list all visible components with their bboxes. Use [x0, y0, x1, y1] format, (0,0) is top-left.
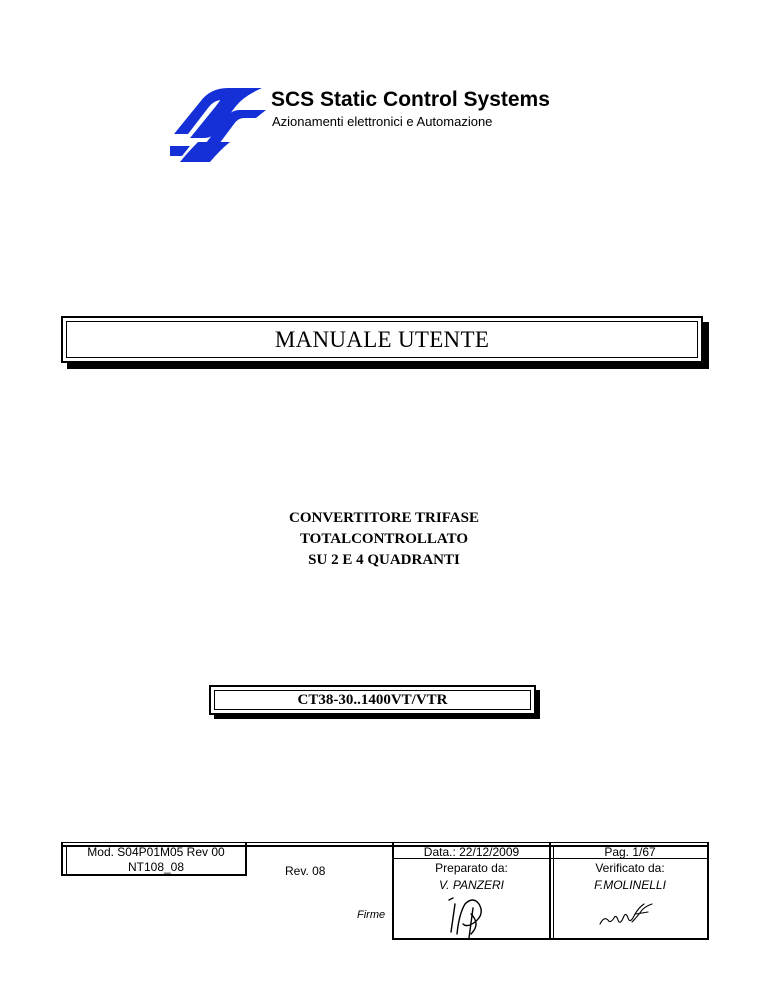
footer-data-right [549, 842, 551, 940]
description-line-3: SU 2 E 4 QUADRANTI [308, 552, 460, 568]
signature-preparer [445, 894, 495, 940]
prepared-by: V. PANZERI [439, 878, 504, 892]
footer-data-right-inner [553, 845, 554, 940]
module-code: Mod. S04P01M05 Rev 00 [87, 845, 225, 859]
footer-left-divider [245, 842, 247, 876]
footer-bottom-line [392, 938, 709, 940]
model-box [209, 685, 536, 715]
footer-left-bottom [61, 874, 247, 876]
model-code: CT38-30..1400VT/VTR [297, 692, 448, 708]
description-line-1: CONVERTITORE TRIFASE [289, 510, 479, 526]
page-number: Pag. 1/67 [604, 845, 656, 859]
description-line-2: TOTALCONTROLLATO [299, 531, 469, 547]
footer-top-line [61, 842, 709, 843]
company-subtitle: Azionamenti elettronici e Automazione [272, 114, 493, 129]
company-name: SCS Static Control Systems [271, 88, 550, 111]
title-box [61, 316, 703, 363]
prepared-label: Preparato da: [435, 861, 508, 875]
signature-verifier [598, 902, 656, 930]
footer-right-edge [707, 842, 709, 940]
footer-left-edge [61, 842, 63, 876]
verified-by: F.MOLINELLI [594, 878, 666, 892]
date: Data.: 22/12/2009 [423, 845, 520, 859]
document-code: NT108_08 [127, 860, 185, 874]
company-logo [170, 86, 268, 166]
document-title: MANUALE UTENTE [274, 327, 490, 352]
verified-label: Verificato da: [595, 861, 665, 875]
revision: Rev. 08 [285, 864, 326, 878]
signatures-label: Firme [357, 909, 386, 921]
